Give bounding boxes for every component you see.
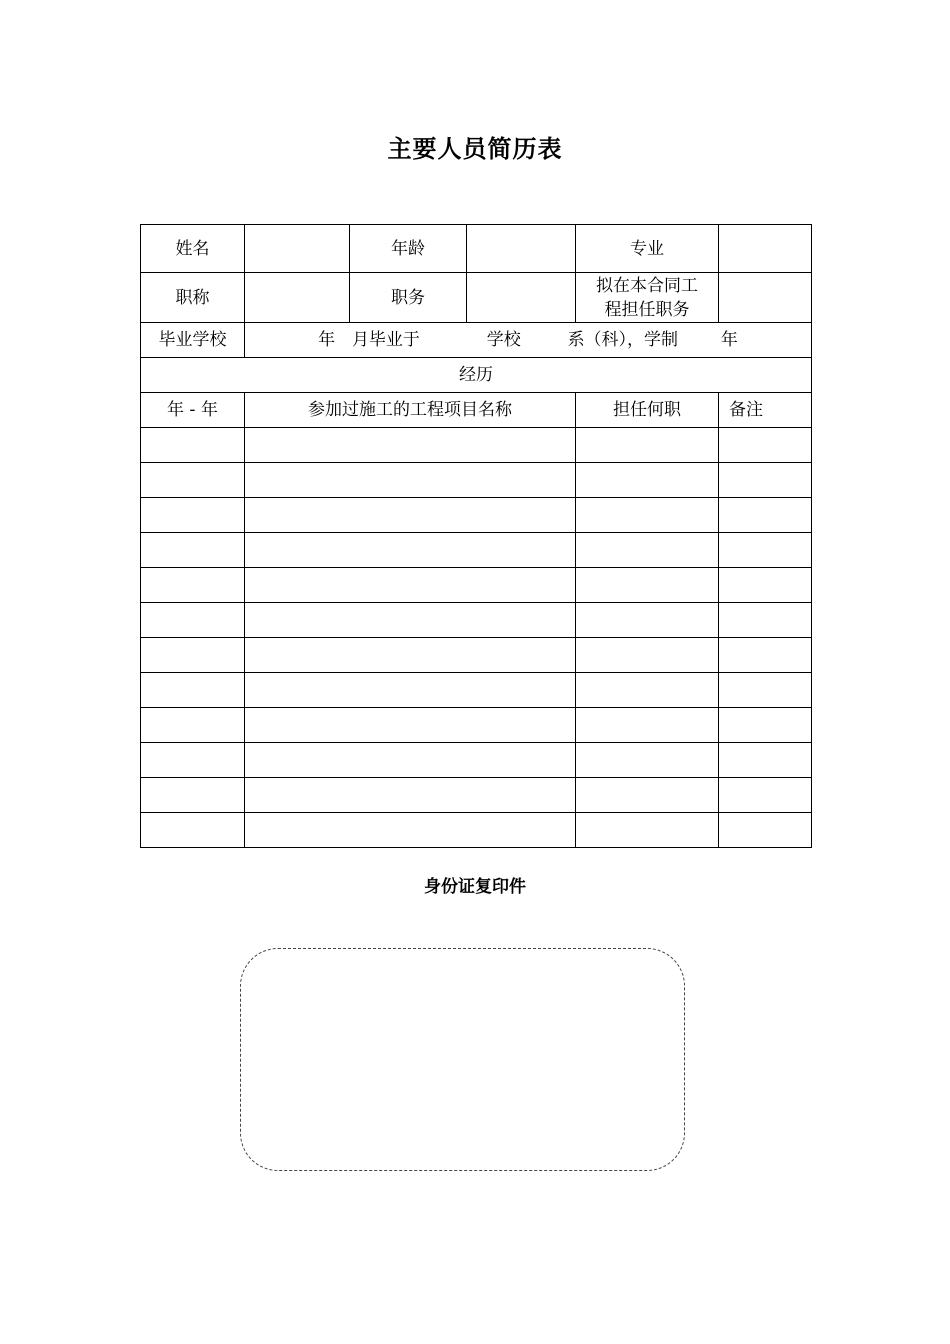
period-cell[interactable] bbox=[141, 778, 245, 813]
table-row bbox=[141, 743, 812, 778]
table-row bbox=[141, 813, 812, 848]
duty-field[interactable] bbox=[467, 273, 576, 323]
role-cell[interactable] bbox=[576, 778, 719, 813]
project-cell[interactable] bbox=[245, 603, 576, 638]
table-row bbox=[141, 273, 812, 323]
notes-cell[interactable] bbox=[719, 498, 812, 533]
major-label: 专业 bbox=[576, 225, 719, 273]
role-cell[interactable] bbox=[576, 743, 719, 778]
project-cell[interactable] bbox=[245, 743, 576, 778]
table-row bbox=[141, 498, 812, 533]
table-row bbox=[141, 778, 812, 813]
notes-cell[interactable] bbox=[719, 708, 812, 743]
table-row bbox=[141, 225, 812, 273]
project-cell[interactable] bbox=[245, 463, 576, 498]
professional-title-label: 职称 bbox=[141, 273, 245, 323]
role-cell[interactable] bbox=[576, 463, 719, 498]
id-copy-title: 身份证复印件 bbox=[424, 877, 526, 897]
period-cell[interactable] bbox=[141, 568, 245, 603]
graduation-label: 毕业学校 bbox=[141, 323, 245, 358]
notes-cell[interactable] bbox=[719, 673, 812, 708]
grad-school-text: 学校 bbox=[486, 330, 521, 350]
graduation-field[interactable] bbox=[245, 323, 812, 358]
period-cell[interactable] bbox=[141, 428, 245, 463]
period-cell[interactable] bbox=[141, 638, 245, 673]
table-row bbox=[141, 568, 812, 603]
table-header-row bbox=[141, 393, 812, 428]
notes-column-header: 备注 bbox=[719, 393, 812, 428]
table-row bbox=[141, 673, 812, 708]
table-row bbox=[141, 323, 812, 358]
period-cell[interactable] bbox=[141, 673, 245, 708]
duty-label: 职务 bbox=[350, 273, 467, 323]
planned-duty-label bbox=[576, 273, 719, 323]
table-row bbox=[141, 358, 812, 393]
project-cell[interactable] bbox=[245, 533, 576, 568]
period-cell[interactable] bbox=[141, 463, 245, 498]
role-cell[interactable] bbox=[576, 498, 719, 533]
grad-dept-text: 系（科），学制 bbox=[567, 330, 679, 350]
id-copy-placeholder-box bbox=[240, 948, 685, 1171]
role-cell[interactable] bbox=[576, 568, 719, 603]
table-row bbox=[141, 603, 812, 638]
period-cell[interactable] bbox=[141, 708, 245, 743]
planned-duty-label-line1: 拟在本合同工 bbox=[596, 275, 698, 296]
experience-section-label: 经历 bbox=[141, 358, 812, 393]
period-cell[interactable] bbox=[141, 813, 245, 848]
role-cell[interactable] bbox=[576, 533, 719, 568]
project-cell[interactable] bbox=[245, 673, 576, 708]
grad-years-text: 年 bbox=[720, 330, 738, 350]
notes-cell[interactable] bbox=[719, 638, 812, 673]
notes-cell[interactable] bbox=[719, 428, 812, 463]
period-cell[interactable] bbox=[141, 743, 245, 778]
table-row bbox=[141, 428, 812, 463]
page-title: 主要人员简历表 bbox=[387, 135, 563, 163]
notes-cell[interactable] bbox=[719, 533, 812, 568]
notes-cell[interactable] bbox=[719, 463, 812, 498]
grad-year-text: 年 bbox=[318, 330, 336, 350]
project-cell[interactable] bbox=[245, 638, 576, 673]
grad-month-text: 月毕业于 bbox=[351, 330, 420, 350]
notes-cell[interactable] bbox=[719, 568, 812, 603]
table-row bbox=[141, 533, 812, 568]
major-field[interactable] bbox=[719, 225, 812, 273]
project-cell[interactable] bbox=[245, 498, 576, 533]
notes-cell[interactable] bbox=[719, 813, 812, 848]
role-cell[interactable] bbox=[576, 428, 719, 463]
period-cell[interactable] bbox=[141, 533, 245, 568]
project-cell[interactable] bbox=[245, 428, 576, 463]
age-field[interactable] bbox=[467, 225, 576, 273]
notes-cell[interactable] bbox=[719, 743, 812, 778]
age-label: 年龄 bbox=[350, 225, 467, 273]
project-cell[interactable] bbox=[245, 568, 576, 603]
role-cell[interactable] bbox=[576, 673, 719, 708]
notes-cell[interactable] bbox=[719, 603, 812, 638]
name-label: 姓名 bbox=[141, 225, 245, 273]
period-cell[interactable] bbox=[141, 498, 245, 533]
project-cell[interactable] bbox=[245, 778, 576, 813]
resume-table bbox=[140, 224, 812, 848]
name-field[interactable] bbox=[245, 225, 350, 273]
table-row bbox=[141, 463, 812, 498]
role-cell[interactable] bbox=[576, 603, 719, 638]
table-row bbox=[141, 638, 812, 673]
project-cell[interactable] bbox=[245, 708, 576, 743]
role-cell[interactable] bbox=[576, 813, 719, 848]
project-column-header: 参加过施工的工程项目名称 bbox=[245, 393, 576, 428]
professional-title-field[interactable] bbox=[245, 273, 350, 323]
role-cell[interactable] bbox=[576, 708, 719, 743]
table-row bbox=[141, 708, 812, 743]
role-cell[interactable] bbox=[576, 638, 719, 673]
notes-cell[interactable] bbox=[719, 778, 812, 813]
planned-duty-field[interactable] bbox=[719, 273, 812, 323]
project-cell[interactable] bbox=[245, 813, 576, 848]
role-column-header: 担任何职 bbox=[576, 393, 719, 428]
planned-duty-label-line2: 程担任职务 bbox=[604, 299, 690, 320]
period-column-header: 年 - 年 bbox=[141, 393, 245, 428]
period-cell[interactable] bbox=[141, 603, 245, 638]
